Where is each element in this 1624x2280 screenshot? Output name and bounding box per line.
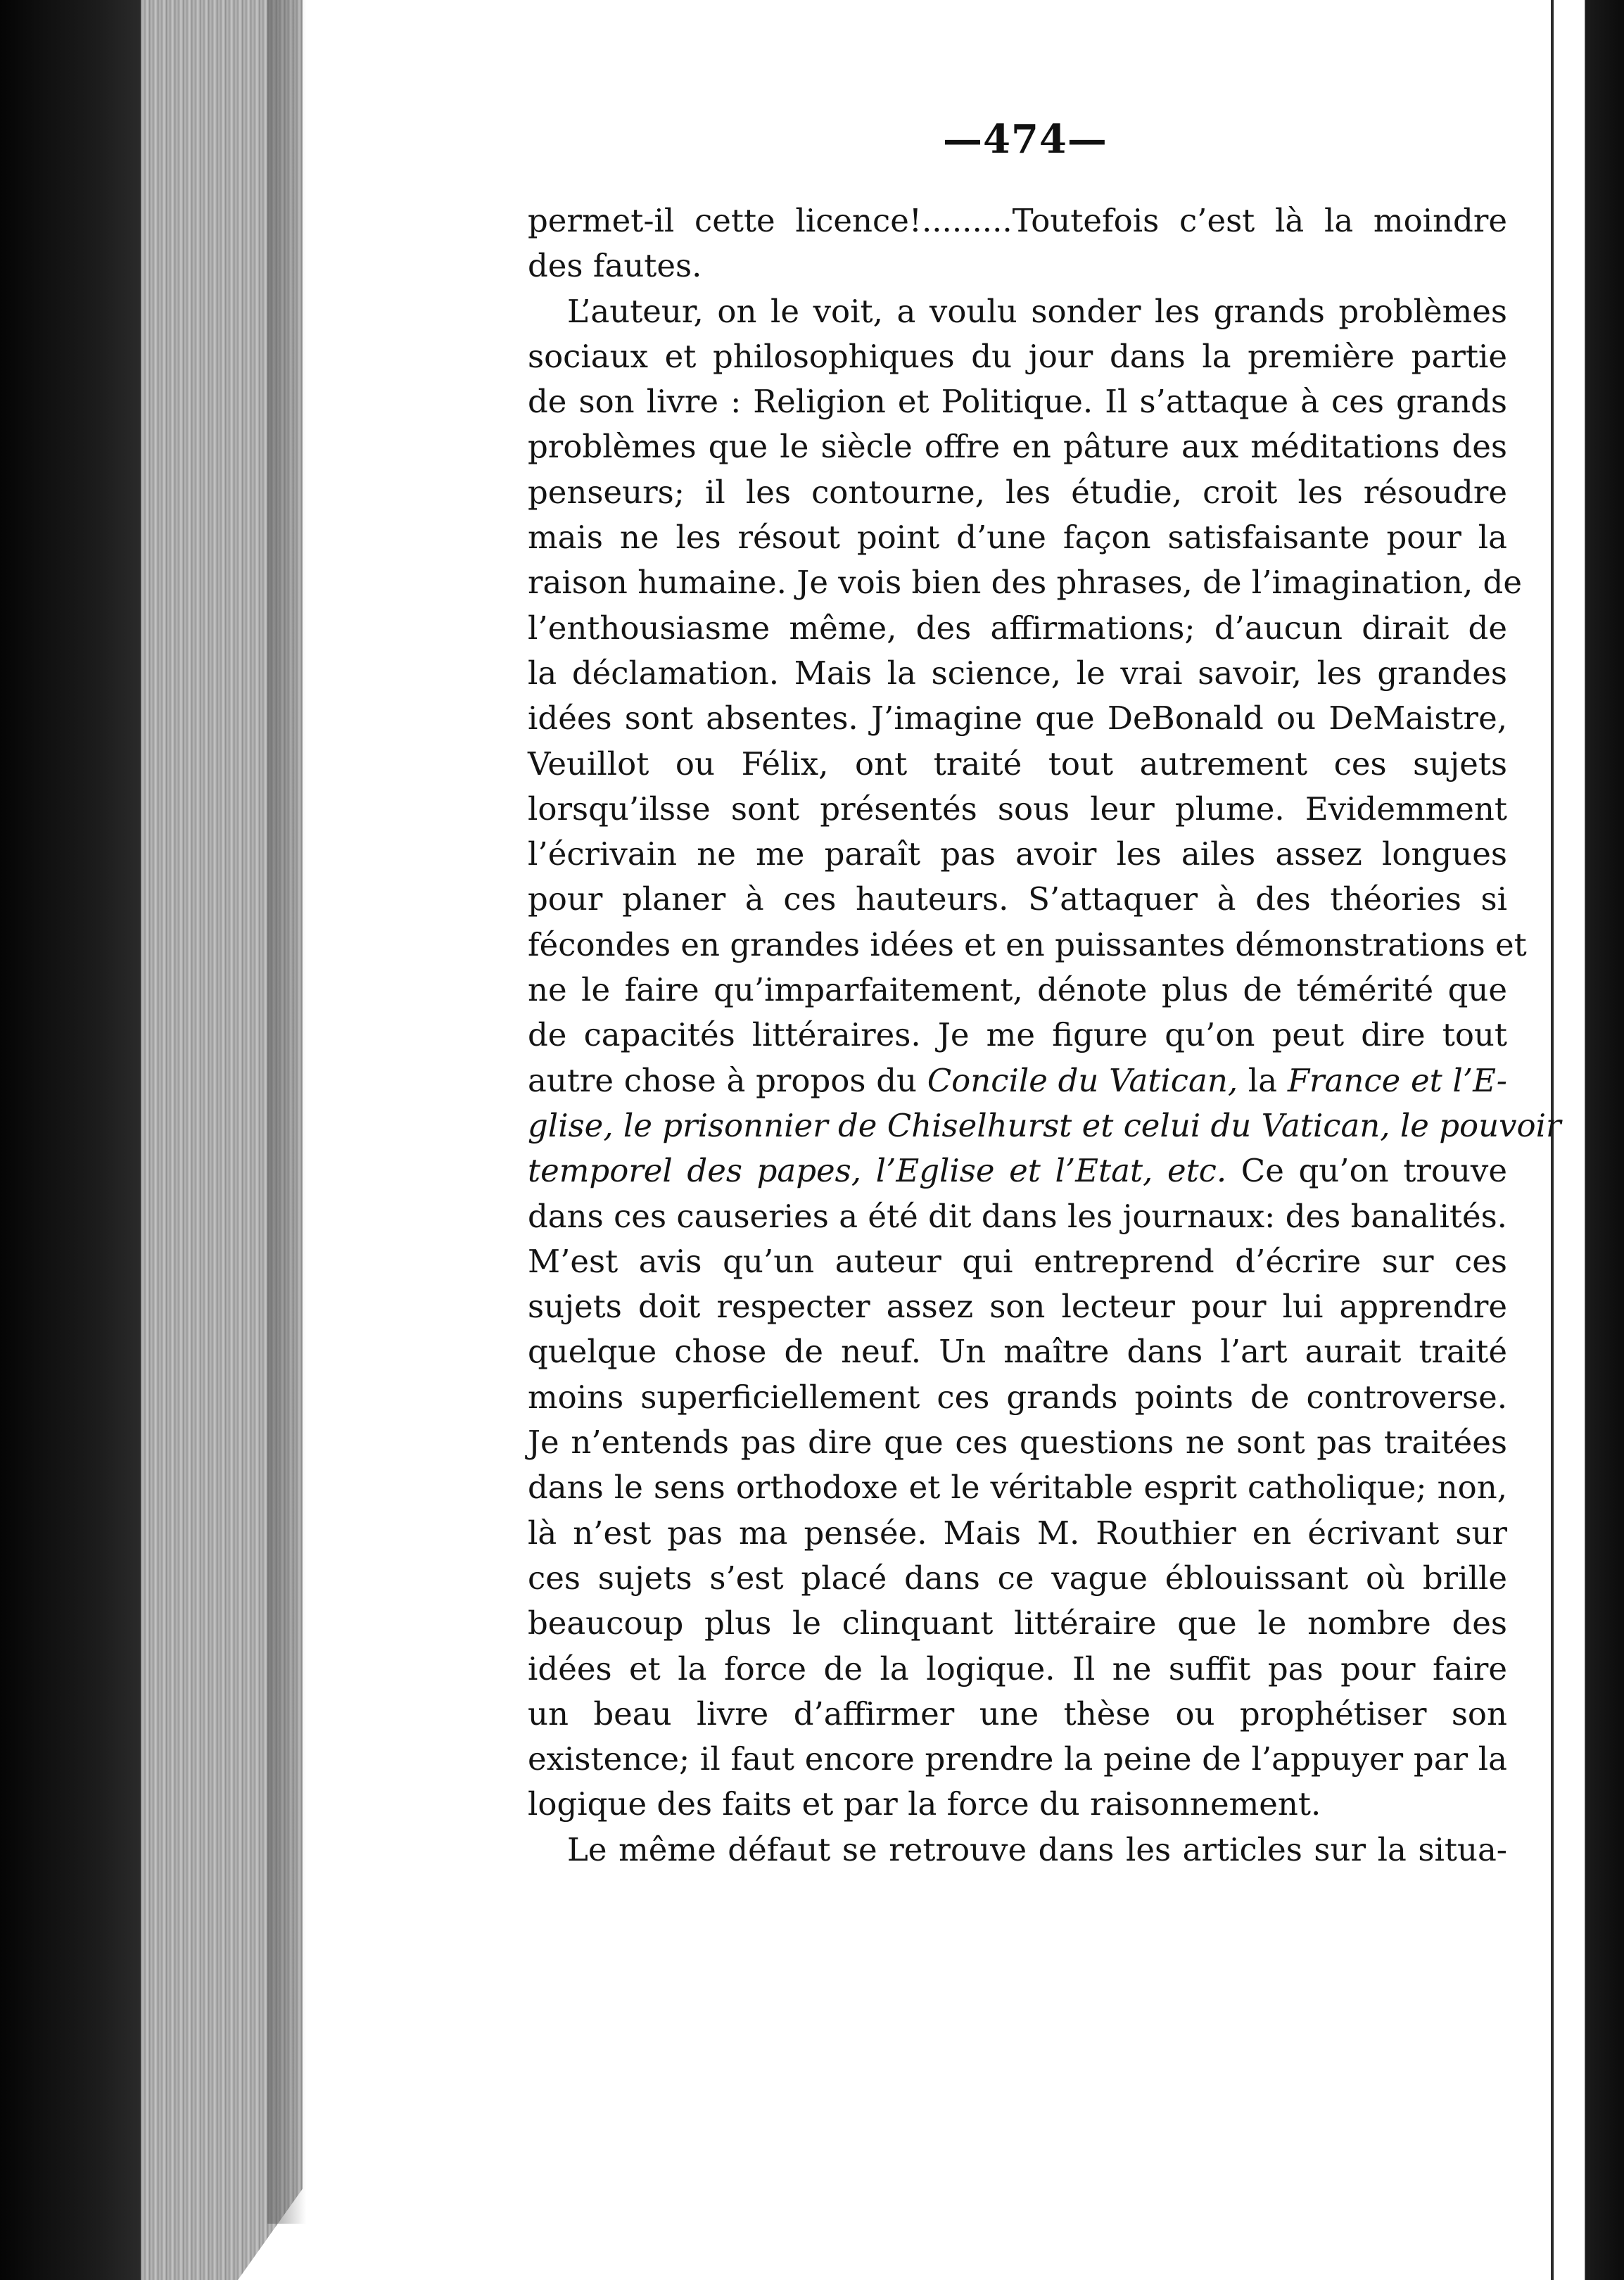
text-line: dans ces causeries a été dit dans les journaux: des banalités. xyxy=(528,1197,1507,1235)
text-line: existence; il faut encore prendre la peine de l’appuyer par la xyxy=(528,1740,1507,1778)
book-binding xyxy=(0,0,141,2280)
text-line: la déclamation. Mais la science, le vrai savoir, les grandes xyxy=(528,654,1507,692)
text-line: problèmes que le siècle offre en pâture aux méditations des xyxy=(528,428,1507,466)
text-line: dans le sens orthodoxe et le véritable esprit catholique; non, xyxy=(528,1469,1507,1507)
text-line: Veuillot ou Félix, ont traité tout autrement ces sujets xyxy=(528,745,1507,783)
text-line: idées sont absentes. J’imagine que DeBonald ou DeMaistre, xyxy=(528,699,1507,737)
text-line: sociaux et philosophiques du jour dans la première partie xyxy=(528,337,1507,375)
italic-title: temporel des papes, l’Eglise et l’Etat, etc. xyxy=(528,1152,1227,1190)
text-line: sujets doit respecter assez son lecteur pour lui apprendre xyxy=(528,1288,1507,1326)
text-line: M’est avis qu’un auteur qui entreprend d’écrire sur ces xyxy=(528,1242,1507,1280)
text-line: ces sujets s’est placé dans ce vague éblouissant où brille xyxy=(528,1559,1507,1597)
text-line: l’écrivain ne me paraît pas avoir les ailes assez longues xyxy=(528,835,1507,873)
text-line: là n’est pas ma pensée. Mais M. Routhier en écrivant sur xyxy=(528,1514,1507,1552)
text-line xyxy=(528,1058,1507,1103)
text-line: un beau livre d’affirmer une thèse ou prophétiser son xyxy=(528,1695,1507,1733)
page-number: —474— xyxy=(943,116,1108,163)
italic-title: glise, le prisonnier de Chiselhurst et celui du Vatican, le pouvoir xyxy=(528,1106,1561,1144)
text-line: beaucoup plus le clinquant littéraire que le nombre des xyxy=(528,1604,1507,1642)
text-line: L’auteur, on le voit, a voulu sonder les grands problèmes xyxy=(567,292,1507,330)
text-line: moins superficiellement ces grands points de controverse. xyxy=(528,1378,1507,1416)
text-line: ne le faire qu’imparfaitement, dénote plus de témérité que xyxy=(528,971,1507,1009)
text-line: quelque chose de neuf. Un maître dans l’art aurait traité xyxy=(528,1333,1507,1371)
italic-title: Concile du Vatican, xyxy=(927,1061,1238,1099)
text-line: lorsqu’ilsse sont présentés sous leur plume. Evidemment xyxy=(528,790,1507,828)
right-border xyxy=(1568,0,1624,2280)
text-line: de capacités littéraires. Je me figure qu’on peut dire tout xyxy=(528,1016,1507,1054)
text-line: l’enthousiasme même, des affirmations; d’aucun dirait de xyxy=(528,609,1507,647)
text-line: pour planer à ces hauteurs. S’attaquer à des théories si xyxy=(528,880,1507,918)
text-line: des fautes. xyxy=(528,247,702,285)
text-span: autre chose à propos du xyxy=(528,1061,927,1099)
text-line xyxy=(528,1148,1507,1193)
text-line: raison humaine. Je vois bien des phrases, de l’imagination, de xyxy=(528,564,1522,602)
text-line: mais ne les résout point d’une façon satisfaisante pour la xyxy=(528,519,1507,557)
italic-title: France et l’E- xyxy=(1287,1061,1507,1099)
text-span: la xyxy=(1238,1061,1288,1099)
text-line: Le même défaut se retrouve dans les articles sur la situa- xyxy=(567,1830,1507,1868)
text-line xyxy=(528,1103,1561,1148)
text-line: fécondes en grandes idées et en puissantes démonstrations et xyxy=(528,925,1527,963)
text-line: logique des faits et par la force du raisonnement. xyxy=(528,1785,1321,1823)
page-shadow xyxy=(267,0,306,2224)
body-text xyxy=(528,198,1561,1873)
text-line: idées et la force de la logique. Il ne suffit pas pour faire xyxy=(528,1649,1507,1687)
text-line: penseurs; il les contourne, les étudie, croit les résoudre xyxy=(528,473,1507,511)
text-line: permet-il cette licence!.........Toutefois c’est là la moindre xyxy=(528,202,1507,239)
text-span: Ce qu’on trouve xyxy=(1226,1152,1507,1190)
text-line: Je n’entends pas dire que ces questions ne sont pas traitées xyxy=(528,1424,1507,1462)
text-line: de son livre : Religion et Politique. Il s’attaque à ces grands xyxy=(528,383,1507,421)
